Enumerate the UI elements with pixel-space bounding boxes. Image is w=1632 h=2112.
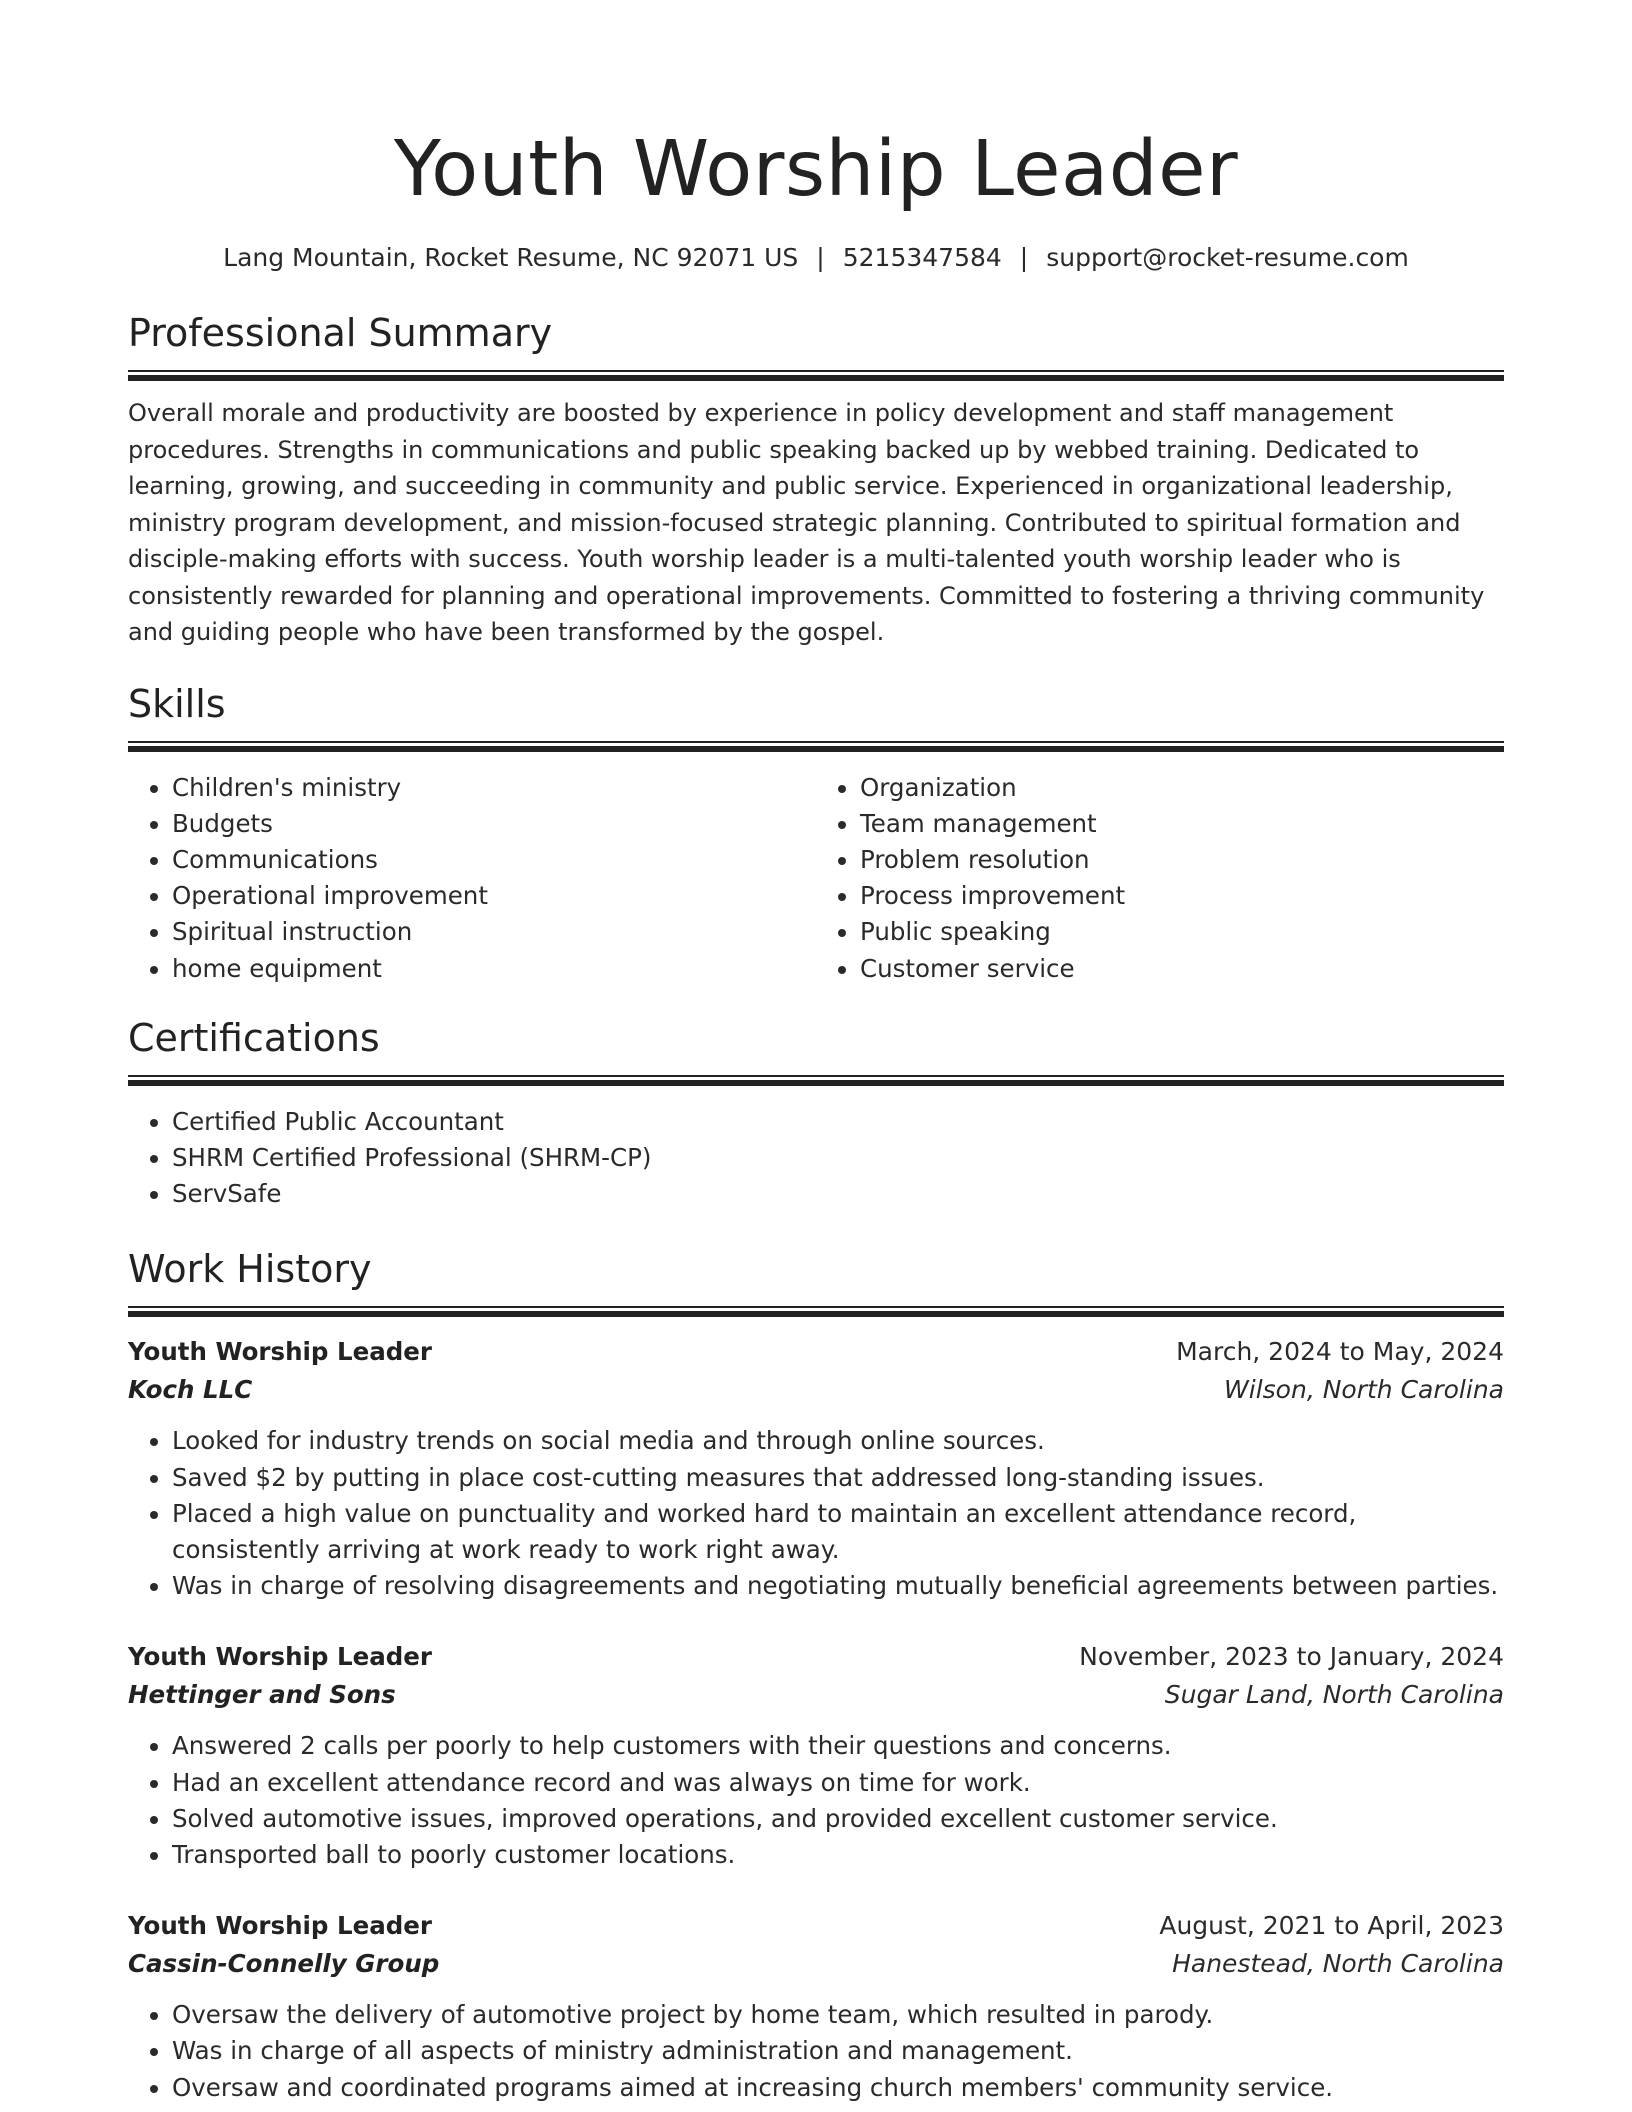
skill-item: • home equipment [172,951,816,987]
job-dates: March, 2024 to May, 2024 [1176,1337,1504,1367]
skill-item: • Budgets [172,806,816,842]
job-entry [128,1333,1504,1604]
certifications-section [128,1013,1504,1213]
skill-item: • Problem resolution [860,842,1504,878]
job-bullet: • Answered 2 calls per poorly to help customers with their questions and concerns. [172,1728,1504,1764]
section-title-certifications: Certifications [128,1015,380,1060]
job-bullet: • Saved $2 by putting in place cost-cutting measures that addressed long-standing issues. [172,1460,1504,1496]
section-divider [128,370,1504,381]
job-company: Cassin-Connelly Group [128,1949,440,1979]
job-company: Hettinger and Sons [128,1680,396,1710]
job-company: Koch LLC [128,1375,253,1405]
skills-columns [128,770,1504,987]
skills-section [128,679,1504,987]
section-title-work-history: Work History [128,1247,372,1292]
skill-item: • Public speaking [860,914,1504,950]
contact-line [128,242,1504,274]
contact-separator: | [816,243,825,272]
section-title-summary: Professional Summary [128,311,553,355]
section-divider [128,1306,1504,1317]
job-bullet: • Solved automotive issues, improved operations, and provided excellent customer service. [172,1801,1504,1837]
certifications-list [128,1104,1504,1213]
contact-email: support@rocket-resume.com [1046,243,1409,272]
skill-item: • Communications [172,842,816,878]
job-dates: November, 2023 to January, 2024 [1079,1642,1504,1672]
resume-name: Youth Worship Leader [393,125,1239,214]
certification-item: • SHRM Certified Professional (SHRM-CP) [172,1140,1504,1176]
job-subheader [128,1676,1504,1714]
skills-list-right [816,770,1504,987]
job-bullet: • Oversaw and coordinated programs aimed at increasing church members' community service. [172,2070,1504,2106]
job-subheader [128,1945,1504,1983]
job-location: Wilson, North Carolina [1224,1375,1504,1405]
job-bullet: • Had an excellent attendance record and was always on time for work. [172,1765,1504,1801]
skill-item: • Process improvement [860,878,1504,914]
skill-item: • Customer service [860,951,1504,987]
job-subheader [128,1371,1504,1409]
contact-separator: | [1019,243,1029,272]
certification-item: • ServSafe [172,1176,1504,1212]
job-bullet: • Was in charge of resolving disagreements and negotiating mutually beneficial agreements between parties. [172,1568,1504,1604]
job-bullet: • Transported ball to poorly customer locations. [172,1837,1504,1873]
job-header [128,1638,1504,1676]
job-header [128,1333,1504,1371]
skill-item: • Operational improvement [172,878,816,914]
job-bullets [128,1997,1504,2106]
skill-item: • Children's ministry [172,770,816,806]
job-entry [128,1638,1504,1873]
job-location: Sugar Land, North Carolina [1164,1680,1504,1710]
job-dates: August, 2021 to April, 2023 [1159,1911,1504,1941]
work-history-section [128,1244,1504,2105]
job-bullet: • Looked for industry trends on social media and through online sources. [172,1423,1504,1459]
job-bullet: • Placed a high value on punctuality and worked hard to maintain an excellent attendance record, consistently arriving at work ready to work right away. [172,1496,1504,1568]
skills-list-left [128,770,816,987]
contact-phone: 5215347584 [842,243,1002,272]
section-title-skills: Skills [128,681,226,726]
resume-page [128,0,1504,2106]
section-divider [128,741,1504,752]
job-entry [128,1907,1504,2106]
job-bullet: • Was in charge of all aspects of ministry administration and management. [172,2033,1504,2069]
summary-text: Overall morale and productivity are boosted by experience in policy development and staff management procedures. Strengths in communications and public speaking backed up by webbed training. Dedicated to learning, growing, and succeeding in community and public service. Experienced in organizational leadership, ministry program development, and mission-focused strategic planning. Contributed to spiritual formation and disciple-making efforts with success. Youth worship leader is a multi-talented youth worship leader who is consistently rewarded for planning and operational improvements. Committed to fostering a thriving community and guiding people who have been transformed by the gospel. [128,399,1485,646]
job-bullets [128,1728,1504,1873]
job-title: Youth Worship Leader [128,1911,433,1941]
job-title: Youth Worship Leader [128,1642,433,1672]
section-divider [128,1075,1504,1086]
skill-item: • Organization [860,770,1504,806]
job-header [128,1907,1504,1945]
job-bullet: • Oversaw the delivery of automotive project by home team, which resulted in parody. [172,1997,1504,2033]
job-bullets [128,1423,1504,1604]
skill-item: • Team management [860,806,1504,842]
job-title: Youth Worship Leader [128,1337,433,1367]
job-location: Hanestead, North Carolina [1172,1949,1504,1979]
certification-item: • Certified Public Accountant [172,1104,1504,1140]
summary-section [128,308,1504,651]
skill-item: • Spiritual instruction [172,914,816,950]
contact-address: Lang Mountain, Rocket Resume, NC 92071 US [223,243,799,272]
